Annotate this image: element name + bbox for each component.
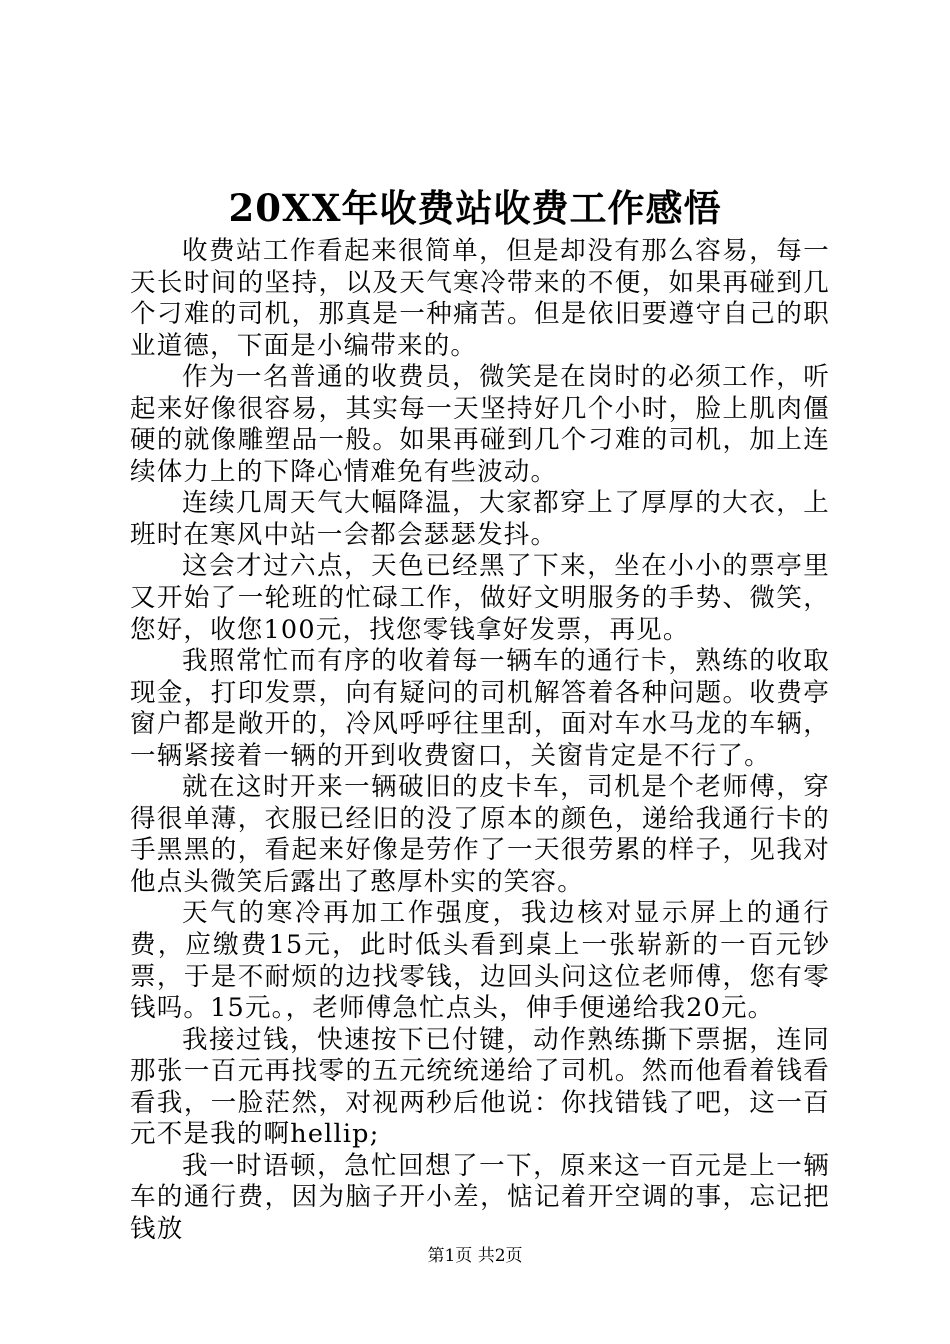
paragraph-9: 我一时语顿，急忙回想了一下，原来这一百元是上一辆车的通行费，因为脑子开小差，惦记着开空调的事，忘记把钱放 bbox=[130, 1150, 830, 1244]
document-body bbox=[130, 236, 830, 1246]
paragraph-1: 收费站工作看起来很简单，但是却没有那么容易，每一天长时间的坚持，以及天气寒冷带来的不便，如果再碰到几个刁难的司机，那真是一种痛苦。但是依旧要遵守自己的职业道德，下面是小编带来的。 bbox=[130, 236, 830, 361]
paragraph-7: 天气的寒冷再加工作强度，我边核对显示屏上的通行费，应缴费15元，此时低头看到桌上一张崭新的一百元钞票，于是不耐烦的边找零钱，边回头问这位老师傅，您有零钱吗。15元。，老师傅急忙点头，伸手便递给我20元。 bbox=[130, 898, 830, 1024]
document-title: 20XX年收费站收费工作感悟 bbox=[228, 186, 722, 230]
paragraph-6: 就在这时开来一辆破旧的皮卡车，司机是个老师傅，穿得很单薄，衣服已经旧的没了原本的颜色，递给我通行卡的手黑黑的，看起来好像是劳作了一天很劳累的样子，见我对他点头微笑后露出了憨厚朴实的笑容。 bbox=[130, 772, 830, 897]
paragraph-8: 我接过钱，快速按下已付键，动作熟练撕下票据，连同那张一百元再找零的五元统统递给了司机。然而他看着钱看看我，一脸茫然，对视两秒后他说：你找错钱了吧，这一百元不是我的啊hellip; bbox=[130, 1024, 830, 1150]
paragraph-2: 作为一名普通的收费员，微笑是在岗时的必须工作，听起来好像很容易，其实每一天坚持好几个小时，脸上肌肉僵硬的就像雕塑品一般。如果再碰到几个刁难的司机，加上连续体力上的下降心情难免有些波动。 bbox=[130, 362, 830, 487]
paragraph-4: 这会才过六点，天色已经黑了下来，坐在小小的票亭里又开始了一轮班的忙碌工作，做好文明服务的手势、微笑，您好，收您100元，找您零钱拿好发票，再见。 bbox=[130, 551, 830, 645]
paragraph-3: 连续几周天气大幅降温，大家都穿上了厚厚的大衣，上班时在寒风中站一会都会瑟瑟发抖。 bbox=[130, 488, 830, 550]
paragraph-5: 我照常忙而有序的收着每一辆车的通行卡，熟练的收取现金，打印发票，向有疑问的司机解答着各种问题。收费亭窗户都是敞开的，冷风呼呼往里刮，面对车水马龙的车辆，一辆紧接着一辆的开到收费窗口，关窗肯定是不行了。 bbox=[130, 646, 830, 771]
page-number-footer: 第1页 共2页 bbox=[427, 1246, 523, 1266]
